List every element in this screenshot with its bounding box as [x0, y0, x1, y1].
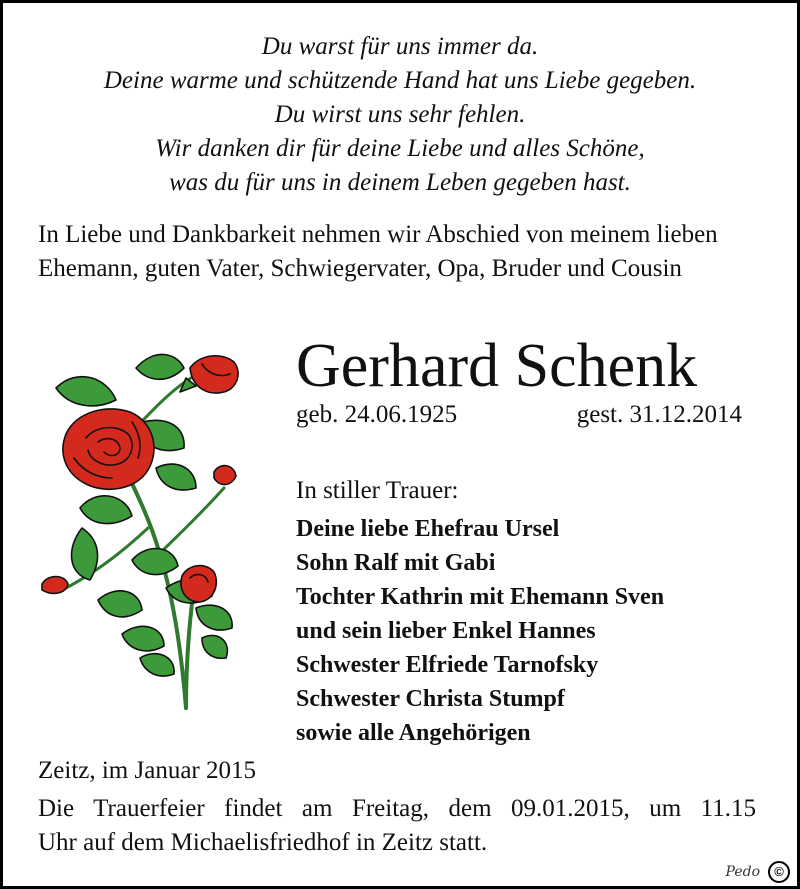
funeral-info: [38, 792, 756, 860]
mourner-line: Sohn Ralf mit Gabi: [296, 550, 496, 576]
poem-line: Wir danken dir für deine Liebe und alles Schöne,: [155, 135, 645, 162]
mourner-line: Schwester Christa Stumpf: [296, 686, 565, 712]
rose-icon: [36, 338, 246, 730]
poem-line: Du wirst uns sehr fehlen.: [274, 101, 526, 128]
funeral-line: Die Trauerfeier findet am Freitag, dem 09.01.2015, um 11.15: [38, 795, 756, 822]
mourner-line: und sein lieber Enkel Hannes: [296, 618, 596, 644]
death-date: gest. 31.12.2014: [576, 401, 742, 428]
copyright-icon: ©: [768, 861, 790, 883]
mourners-list: [296, 512, 664, 750]
poem-line: Deine warme und schützende Hand hat uns Liebe gegeben.: [103, 67, 697, 94]
poem-line: Du warst für uns immer da.: [261, 33, 539, 60]
mourner-line: sowie alle Angehörigen: [296, 720, 531, 746]
signature: Pedo: [725, 864, 760, 880]
funeral-line: Uhr auf dem Michaelisfriedhof in Zeitz statt.: [38, 829, 488, 856]
life-dates: [296, 398, 742, 432]
mourner-line: Deine liebe Ehefrau Ursel: [296, 516, 560, 542]
birth-date: geb. 24.06.1925: [296, 401, 458, 428]
credit: [726, 861, 790, 883]
mourning-label: In stiller Trauer:: [296, 477, 459, 504]
poem: [0, 30, 800, 200]
poem-line: was du für uns in deinem Leben gegeben hast.: [169, 169, 631, 196]
mourner-line: Tochter Kathrin mit Ehemann Sven: [296, 584, 665, 610]
intro-text: In Liebe und Dankbarkeit nehmen wir Abschied von meinem lieben Ehemann, guten Vater, Schwiegervater, Opa, Bruder und Cousin: [38, 221, 718, 282]
mourner-line: Schwester Elfriede Tarnofsky: [296, 652, 599, 678]
place-date: Zeitz, im Januar 2015: [38, 757, 256, 784]
deceased-name: Gerhard Schenk: [296, 332, 698, 400]
